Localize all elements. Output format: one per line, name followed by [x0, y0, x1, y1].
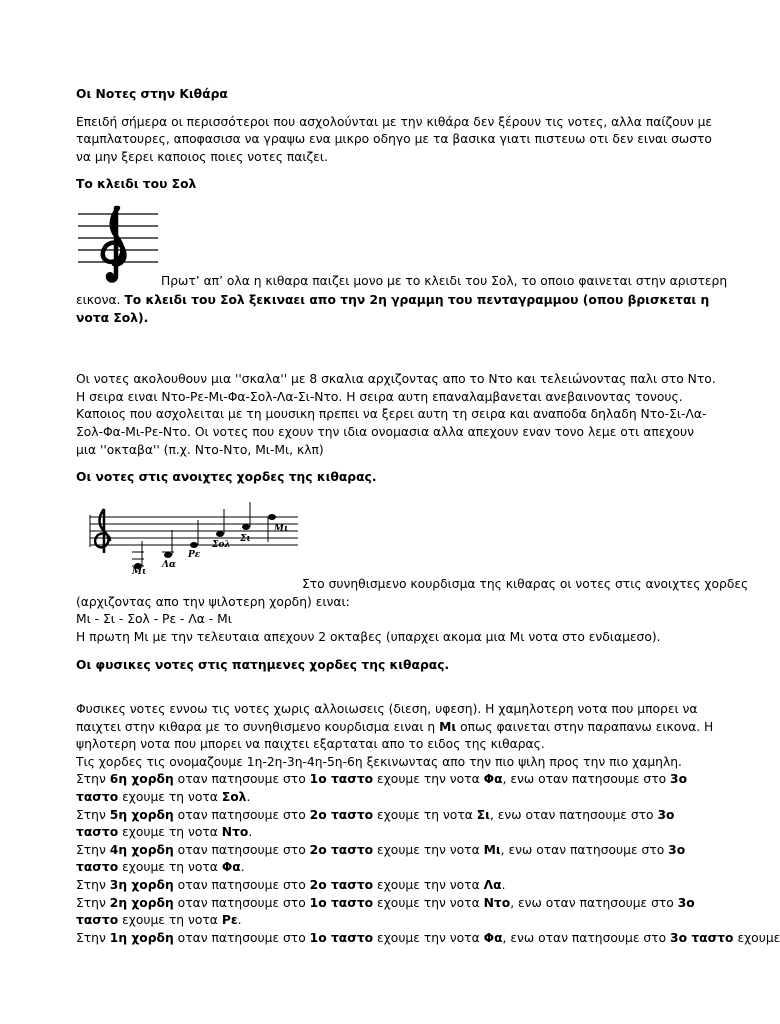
octave-line: Η πρωτη Μι με την τελευταια απεχουν 2 οκταβες (υπαρχει ακομα μια Μι νοτα στο ενδιαμεσο). [76, 629, 661, 644]
open-string-label: Μι [274, 523, 289, 534]
note-label: Λα [483, 878, 502, 893]
text-run: εχουμε [122, 860, 165, 875]
text-run: τη νοτα [168, 790, 218, 805]
fret-label: 1ο ταστο [309, 930, 374, 945]
string-naming-paragraph: Τις χορδες τις ονομαζουμε 1η-2η-3η-4η-5η-6η ξεκινωντας απο την πιο ψιλη προς την πιο χαμηλη. [76, 754, 682, 769]
open-string-label: Μι [132, 566, 147, 577]
text-run: οταν πατησουμε στο [177, 878, 306, 893]
text-run: οταν πατησουμε στο [177, 930, 306, 945]
text-run: οταν πατησουμε στο [177, 842, 306, 857]
treble-clef-bold-note: Το κλειδι του Σολ ξεκιναει απο την 2η γραμμη του πενταγραμμου (οπου βρισκεται η νοτα Σολ). [76, 292, 710, 325]
note-mi-bold: Μι [439, 719, 457, 734]
fret-label: 3ο ταστο [76, 772, 688, 805]
text-run: εχουμε τη νοτα [122, 825, 218, 840]
string-label: 4η χορδη [109, 842, 174, 857]
text-run: Στην [76, 842, 106, 857]
fret-label: 2ο ταστο [309, 807, 374, 822]
text-run: εχουμε την νοτα [377, 772, 480, 787]
open-strings-caption-continuation: (αρχιζοντας απο την ψιλοτερη χορδη) ειναι: [76, 594, 350, 609]
string-label: 1η χορδη [109, 930, 174, 945]
string-5-line: Στην 5η χορδη οταν πατησουμε στο 2ο ταστο εχουμε τη νοτα Σι, ενω οταν πατησουμε στο 3ο ταστο εχουμε τη νοτα Ντο. [76, 807, 675, 840]
note-label: Μι [483, 842, 501, 857]
text-run: εχουμε [122, 790, 165, 805]
text-run: εχουμε την νοτα [377, 895, 480, 910]
string-label: 5η χορδη [109, 807, 174, 822]
treble-clef-staff-image [76, 204, 158, 284]
natural-notes-paragraph [76, 701, 716, 754]
text-run: Στην [76, 930, 106, 945]
open-strings-figure [76, 497, 749, 594]
text-run: Στην [76, 807, 106, 822]
text-run: οπως φαινεται στην παραπανω εικονα. Η ψηλοτερη νοτα που μπορει να παιχτει εξαρταται απο το ειδος της κιθαρας. [76, 719, 714, 752]
treble-clef-caption-start: Πρωτ’ απ’ ολα η κιθαρα παιζει μονο με το κλειδι του Σολ, το οποιο φαινεται στην αριστερη [161, 273, 728, 288]
text-run: , ενω οταν πατησουμε στο [500, 842, 665, 857]
fret-label: 2ο ταστο [309, 878, 374, 893]
text-run: οταν πατησουμε στο [177, 895, 306, 910]
text-run: εχουμε [122, 913, 165, 928]
note-label: Φα [483, 772, 503, 787]
section-heading-treble-clef: Το κλειδι του Σολ [76, 177, 197, 192]
fret-label: 2ο ταστο [309, 842, 374, 857]
string-3-line: Στην 3η χορδη οταν πατησουμε στο 2ο ταστο εχουμε την νοτα Λα. [76, 878, 506, 893]
text-run: οταν πατησουμε στο [177, 807, 306, 822]
open-string-label: Σι [240, 533, 251, 544]
text-run: Φυσικες νοτες εννοω τις νοτες χωρις αλλοιωσεις (διεση, υφεση). Η χαμηλοτερη νοτα που μπορει να παιχτει στην κιθαρα με το συνηθισμενο κουρδισμα ειναι η [76, 702, 698, 734]
text-run: εχουμε [737, 930, 780, 945]
text-run: τη νοτα [168, 913, 218, 928]
note-label: Ντο [483, 895, 511, 910]
string-4-line: Στην 4η χορδη οταν πατησουμε στο 2ο ταστο εχουμε την νοτα Μι, ενω οταν πατησουμε στο 3ο ταστο εχουμε τη νοτα Φα. [76, 842, 686, 875]
text-run: οταν πατησουμε στο [177, 772, 306, 787]
text-run: , ενω οταν πατησουμε στο [489, 807, 654, 822]
text-run: Στην [76, 772, 106, 787]
string-1-line [76, 930, 780, 948]
string-2-line: Στην 2η χορδη οταν πατησουμε στο 1ο ταστο εχουμε την νοτα Ντο, ενω οταν πατησουμε στο 3ο ταστο εχουμε τη νοτα Ρε. [76, 895, 695, 928]
treble-clef-caption-continuation [76, 292, 716, 327]
text-run: εχουμε την νοτα [377, 930, 480, 945]
fret-label: 3ο ταστο [76, 895, 695, 928]
text-run: , ενω οταν πατησουμε στο [510, 895, 674, 910]
note-label: Σι [476, 807, 490, 822]
section-heading-open-strings: Οι νοτες στις ανοιχτες χορδες της κιθαρας. [76, 470, 377, 485]
text-run: τη νοτα [168, 860, 218, 875]
open-strings-notes-line: Μι - Σι - Σολ - Ρε - Λα - Μι [76, 612, 232, 627]
text-run: εχουμε την νοτα [377, 878, 480, 893]
open-strings-caption-start: Στο συνηθισμενο κουρδισμα της κιθαρας οι νοτες στις ανοιχτες χορδες [302, 576, 749, 591]
text-run: εχουμε τη νοτα [377, 807, 473, 822]
note-label: Ρε [221, 913, 238, 928]
string-label: 6η χορδη [109, 772, 174, 787]
scale-paragraph: Οι νοτες ακολουθουν μια ''σκαλα'' με 8 σκαλια αρχιζοντας απο το Ντο και τελειώνοντας παλι στο Ντο. Η σειρα ειναι Ντο-Ρε-Μι-Φα-Σολ-Λα-Σι-Ντο. Η σειρα αυτη επαναλαμβανεται ανεβαινοντας τονους. Καποιος που ασχολειται με τη μουσικη πρεπει να ξερει αυτη τη σειρα και αναποδα δηλαδη Ντο-Σι-Λα-Σολ-Φα-Μι-Ρε-Ντο. Οι νοτες που εχουν την ιδια ονομασια αλλα απεχουν εναν τονο λεμε οτι απεχουν μια ''οκταβα'' (π.χ. Ντο-Ντο, Μι-Μι, κλπ) [76, 372, 716, 457]
open-strings-notes-image [76, 497, 298, 575]
fret-label: 3ο ταστο [76, 807, 675, 840]
note-label: Ντο [221, 825, 249, 840]
note-label: Φα [483, 930, 503, 945]
fret-label: 1ο ταστο [309, 895, 374, 910]
caption-word: εικονα. [76, 292, 121, 307]
fret-label: 3ο ταστο [670, 930, 734, 945]
text-run: εχουμε την νοτα [377, 842, 480, 857]
fret-label: 1ο ταστο [309, 772, 374, 787]
string-label: 2η χορδη [109, 895, 174, 910]
note-label: Σολ [221, 790, 247, 805]
text-run: Στην [76, 895, 106, 910]
document-title: Οι Νοτες στην Κιθάρα [76, 87, 228, 101]
treble-clef-figure [76, 204, 728, 292]
fret-label: 3ο ταστο [76, 842, 686, 875]
text-run: Στην [76, 878, 106, 893]
string-6-line: Στην 6η χορδη οταν πατησουμε στο 1ο ταστο εχουμε την νοτα Φα, ενω οταν πατησουμε στο 3ο ταστο εχουμε τη νοτα Σολ. [76, 772, 688, 805]
text-run: , ενω οταν πατησουμε στο [502, 930, 667, 945]
document-body [76, 86, 780, 947]
text-run: , ενω οταν πατησουμε στο [502, 772, 667, 787]
open-string-label: Ρε [188, 549, 201, 560]
open-string-label: Λα [162, 559, 176, 570]
intro-paragraph: Επειδή σήμερα οι περισσότεροι που ασχολούνται με την κιθάρα δεν ξέρουν τις νοτες, αλλα παίζουν με ταμπλατουρες, αποφασισα να γραψω ενα μικρο οδηγο με τα βασικα γιατι πιστευω οτι δεν ειναι σωστο να μην ξερει καποιος ποιες νοτες παιζει. [76, 114, 713, 164]
string-label: 3η χορδη [109, 878, 174, 893]
section-heading-fretted-notes: Οι φυσικες νοτες στις πατημενες χορδες της κιθαρας. [76, 657, 450, 672]
open-string-label: Σολ [212, 539, 231, 550]
note-label: Φα [221, 860, 241, 875]
